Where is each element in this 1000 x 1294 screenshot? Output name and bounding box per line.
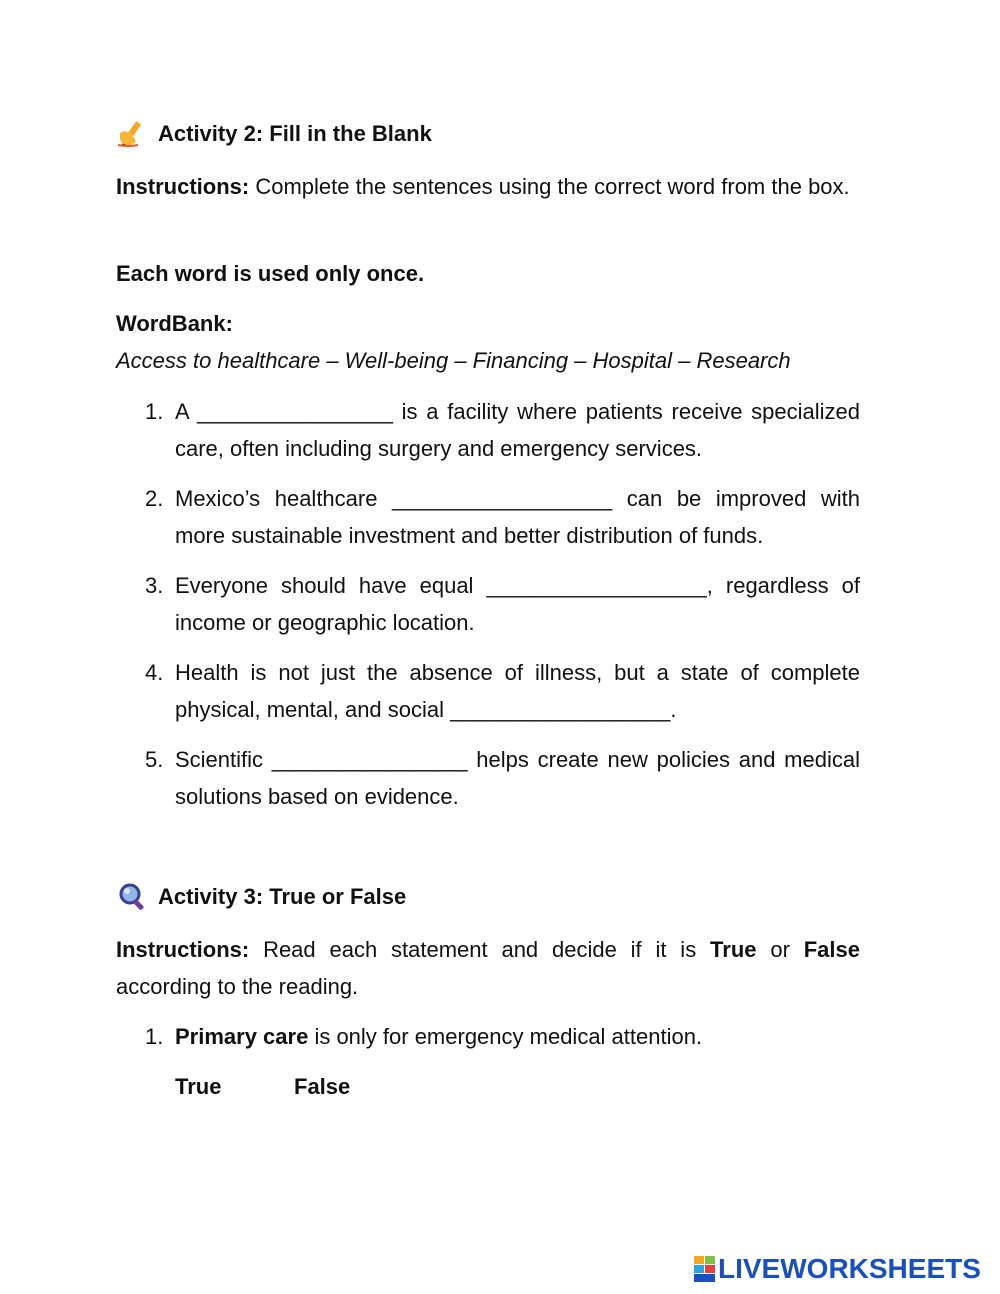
activity-2-note: Each word is used only once. <box>116 261 425 286</box>
wordbank-label: WordBank: <box>116 311 233 336</box>
item-number: 3. <box>145 573 164 598</box>
item-number: 5. <box>145 747 164 772</box>
item-rest: is only for emergency medical attention. <box>308 1024 703 1049</box>
item-number: 2. <box>145 486 164 511</box>
option-true[interactable]: True <box>175 1074 222 1099</box>
item-text: Mexico’s healthcare __________________ can be improved with more sustainable investment and better distribution of funds. <box>175 486 860 548</box>
false-word: False <box>803 937 860 962</box>
logo-text: LIVEWORKSHEETS <box>718 1253 981 1284</box>
option-false[interactable]: False <box>294 1074 351 1099</box>
item-text: Health is not just the absence of illness, but a state of complete physical, mental, and social __________________. <box>175 660 860 722</box>
wordbank-words: Access to healthcare – Well-being – Financing – Hospital – Research <box>116 348 791 373</box>
activity-3-instructions <box>116 931 860 1005</box>
logo-icon <box>694 1256 716 1282</box>
item-bold-term: Primary care <box>175 1024 309 1049</box>
activity-2-instructions <box>116 168 860 205</box>
activity-2-title: Activity 2: Fill in the Blank <box>158 121 432 146</box>
item-number: 1. <box>145 1024 164 1049</box>
item-text: A ________________ is a facility where patients receive specialized care, often including surgery and emergency services. <box>175 399 860 461</box>
true-word: True <box>710 937 757 962</box>
instructions-label: Instructions: <box>116 937 250 962</box>
liveworksheets-logo <box>694 1254 981 1284</box>
writing-hand-icon <box>116 119 150 149</box>
or-word: or <box>756 937 804 962</box>
activity-3-heading <box>116 882 406 912</box>
instructions-text: Read each statement and decide if it is <box>249 937 711 962</box>
activity-3-title: Activity 3: True or False <box>158 884 407 909</box>
instructions-text-end: according to the reading. <box>116 974 359 999</box>
activity-2-heading <box>116 119 432 149</box>
magnifying-glass-icon <box>116 882 150 912</box>
item-number: 4. <box>145 660 164 685</box>
item-text <box>175 1018 860 1055</box>
item-text: Scientific ________________ helps create new policies and medical solutions based on evidence. <box>175 747 860 809</box>
item-text: Everyone should have equal __________________, regardless of income or geographic location. <box>175 573 860 635</box>
item-number: 1. <box>145 399 164 424</box>
instructions-text: Complete the sentences using the correct word from the box. <box>249 174 850 199</box>
instructions-label: Instructions: <box>116 174 250 199</box>
